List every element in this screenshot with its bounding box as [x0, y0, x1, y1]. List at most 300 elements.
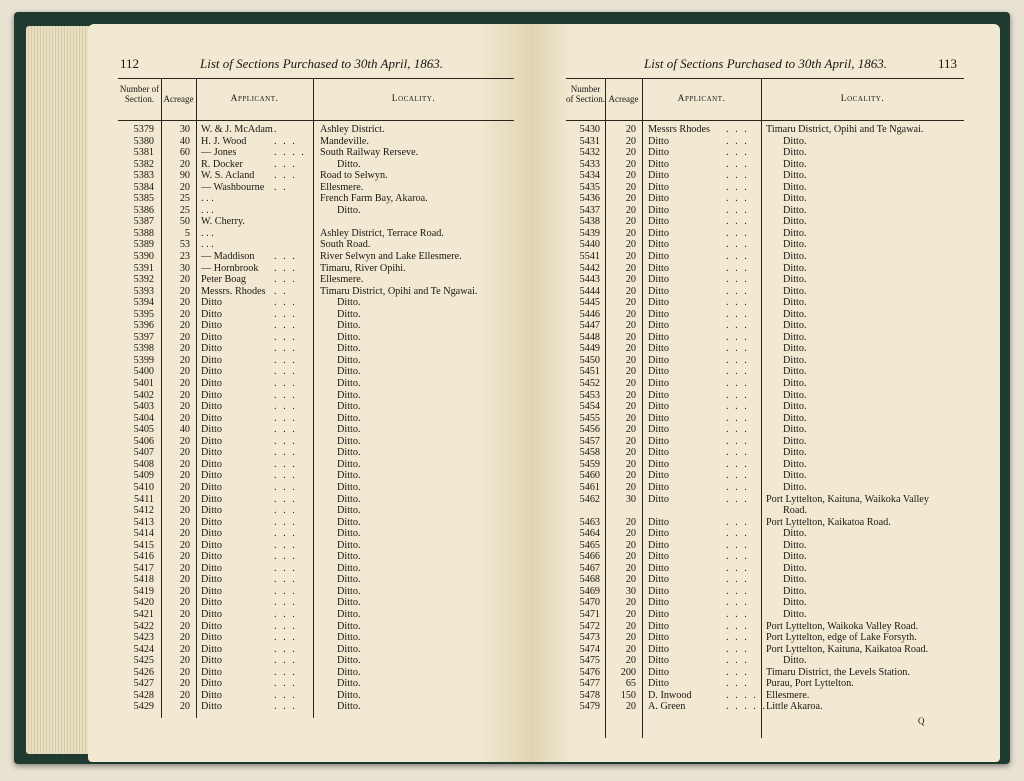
- acreage-value: 20: [625, 562, 636, 574]
- applicant-name: Ditto: [201, 320, 222, 332]
- applicant-name: Ditto: [648, 447, 669, 459]
- acreage-value: 20: [625, 158, 636, 170]
- acreage-value: 20: [179, 481, 190, 493]
- section-number: 5399: [133, 354, 154, 366]
- locality-value: Ditto.: [783, 447, 807, 459]
- applicant-name: Ditto: [201, 585, 222, 597]
- section-number: 5412: [133, 505, 154, 517]
- section-number: 5438: [579, 216, 600, 228]
- locality-value: Ditto.: [783, 401, 807, 413]
- table-row: [88, 436, 530, 448]
- locality-value: Ditto.: [337, 458, 361, 470]
- leader-dots: . . .: [274, 458, 297, 470]
- leader-dots: . . .: [274, 401, 297, 413]
- column-header-number: Number of Section.: [566, 84, 605, 104]
- leader-dots: . . .: [274, 689, 297, 701]
- locality-value: Ditto.: [783, 366, 807, 378]
- locality-value: Ditto.: [783, 297, 807, 309]
- locality-value: Ditto.: [783, 331, 807, 343]
- table-row: [530, 378, 1000, 390]
- section-number: 5430: [579, 124, 600, 135]
- leader-dots: . . .: [726, 447, 749, 459]
- applicant-name: Ditto: [648, 585, 669, 597]
- locality-value: Ditto.: [337, 574, 361, 586]
- acreage-value: 30: [179, 124, 190, 135]
- table-row: [530, 136, 1000, 148]
- section-number: 5408: [133, 458, 154, 470]
- applicant-name: Ditto: [648, 181, 669, 193]
- section-number: 5437: [579, 204, 600, 216]
- locality-value: Timaru District, Opihi and Te Ngawai.: [320, 285, 478, 297]
- acreage-value: 20: [625, 447, 636, 459]
- applicant-name: Ditto: [648, 378, 669, 390]
- acreage-value: 20: [625, 412, 636, 424]
- section-number: 5451: [579, 366, 600, 378]
- section-number: 5450: [579, 354, 600, 366]
- locality-value: Ditto.: [337, 412, 361, 424]
- locality-value: Ditto.: [783, 597, 807, 609]
- section-number: 5389: [133, 239, 154, 251]
- leader-dots: . . .: [726, 597, 749, 609]
- acreage-value: 20: [179, 620, 190, 632]
- section-number: 5427: [133, 678, 154, 690]
- applicant-name: . . .: [201, 239, 214, 251]
- section-number: 5387: [133, 216, 154, 228]
- applicant-name: Ditto: [201, 643, 222, 655]
- locality-value: Ditto.: [783, 216, 807, 228]
- applicant-name: Ditto: [648, 597, 669, 609]
- section-number: 5439: [579, 227, 600, 239]
- table-row: [88, 609, 530, 621]
- locality-continuation: Ditto.: [783, 655, 807, 667]
- section-number: 5461: [579, 481, 600, 493]
- leader-dots: . . .: [274, 620, 297, 632]
- table-row: [88, 124, 530, 136]
- applicant-name: Ditto: [648, 320, 669, 332]
- applicant-name: — Hornbrook: [201, 262, 259, 274]
- section-number: 5479: [579, 701, 600, 713]
- table-row: [530, 274, 1000, 286]
- locality-value: Ditto.: [337, 320, 361, 332]
- section-number: 5384: [133, 181, 154, 193]
- leader-dots: . . .: [726, 470, 749, 482]
- section-number: 5413: [133, 516, 154, 528]
- section-number: 5410: [133, 481, 154, 493]
- acreage-value: 30: [179, 262, 190, 274]
- applicant-name: Ditto: [648, 158, 669, 170]
- acreage-value: 200: [620, 666, 636, 678]
- leader-dots: . . .: [726, 608, 749, 620]
- table-row: [88, 355, 530, 367]
- table-row: [530, 632, 1000, 644]
- locality-value: Ditto.: [337, 562, 361, 574]
- acreage-value: 20: [179, 678, 190, 690]
- locality-value: Ditto.: [783, 458, 807, 470]
- applicant-name: Ditto: [648, 135, 669, 147]
- section-number: 5381: [133, 147, 154, 159]
- table-row: [88, 482, 530, 494]
- table-row: [530, 609, 1000, 621]
- acreage-value: 20: [625, 539, 636, 551]
- applicant-name: Ditto: [648, 574, 669, 586]
- leader-dots: . . .: [726, 643, 749, 655]
- applicant-name: Ditto: [648, 458, 669, 470]
- acreage-value: 20: [179, 643, 190, 655]
- applicant-name: Ditto: [648, 401, 669, 413]
- section-number: 5426: [133, 666, 154, 678]
- table-row: [530, 228, 1000, 240]
- page-stack-edge: [26, 26, 96, 754]
- column-header-rule: [118, 120, 514, 121]
- acreage-value: 20: [625, 643, 636, 655]
- leader-dots: . . .: [726, 170, 749, 182]
- applicant-name: Ditto: [648, 643, 669, 655]
- acreage-value: 20: [179, 608, 190, 620]
- acreage-value: 20: [625, 401, 636, 413]
- header-rule: [566, 78, 964, 79]
- table-row: [88, 678, 530, 690]
- applicant-name: Ditto: [648, 147, 669, 159]
- applicant-name: A. Green: [648, 701, 686, 713]
- acreage-value: 20: [625, 528, 636, 540]
- applicant-name: Ditto: [648, 285, 669, 297]
- table-row: [88, 540, 530, 552]
- table-row: [88, 216, 530, 228]
- locality-value: Ditto.: [783, 158, 807, 170]
- leader-dots: . . .: [726, 389, 749, 401]
- leader-dots: . . .: [274, 516, 297, 528]
- acreage-value: 25: [179, 204, 190, 216]
- acreage-value: 20: [625, 297, 636, 309]
- locality-value: Ellesmere.: [320, 274, 364, 286]
- locality-value: Ditto.: [337, 331, 361, 343]
- applicant-name: Peter Boag: [201, 274, 246, 286]
- section-number: 5467: [579, 562, 600, 574]
- section-number: 5432: [579, 147, 600, 159]
- acreage-value: 20: [179, 632, 190, 644]
- table-row: [88, 170, 530, 182]
- table-row: [88, 147, 530, 159]
- acreage-value: 20: [625, 170, 636, 182]
- leader-dots: . . .: [726, 678, 749, 690]
- table-row-continuation: [530, 505, 1000, 517]
- leader-dots: . . .: [726, 493, 749, 505]
- acreage-value: 20: [179, 585, 190, 597]
- applicant-name: Ditto: [648, 562, 669, 574]
- table-row: [88, 424, 530, 436]
- section-number: 5444: [579, 285, 600, 297]
- locality-value: Ditto.: [783, 135, 807, 147]
- sections-table: [88, 124, 530, 713]
- leader-dots: . . .: [274, 170, 297, 182]
- locality-value: Ditto.: [337, 366, 361, 378]
- leader-dots: . . .: [274, 608, 297, 620]
- table-row: [530, 413, 1000, 425]
- leader-dots: . . .: [726, 204, 749, 216]
- table-row: [530, 216, 1000, 228]
- leader-dots: . . .: [726, 481, 749, 493]
- acreage-value: 20: [179, 412, 190, 424]
- section-number: 5429: [133, 701, 154, 713]
- locality-value: Ditto.: [337, 481, 361, 493]
- applicant-name: — Washbourne: [201, 181, 265, 193]
- leader-dots: . . .: [274, 539, 297, 551]
- leader-dots: . . .: [274, 574, 297, 586]
- table-row: [88, 343, 530, 355]
- leader-dots: . . .: [726, 378, 749, 390]
- leader-dots: . . .: [274, 493, 297, 505]
- applicant-name: Ditto: [201, 689, 222, 701]
- table-row: [530, 678, 1000, 690]
- leader-dots: . . .: [274, 655, 297, 667]
- table-row: [88, 239, 530, 251]
- locality-value: Ditto.: [337, 493, 361, 505]
- leader-dots: . . .: [274, 481, 297, 493]
- applicant-name: . . .: [201, 193, 214, 205]
- table-row: [88, 297, 530, 309]
- table-row: [530, 563, 1000, 575]
- applicant-name: Ditto: [648, 193, 669, 205]
- acreage-value: 20: [625, 285, 636, 297]
- acreage-value: 20: [625, 147, 636, 159]
- leader-dots: . . .: [274, 135, 297, 147]
- locality-value: Ashley District.: [320, 124, 385, 135]
- leader-dots: . . .: [726, 239, 749, 251]
- table-row: [530, 170, 1000, 182]
- table-row: [530, 332, 1000, 344]
- table-row: [530, 690, 1000, 702]
- section-number: 5419: [133, 585, 154, 597]
- section-number: 5476: [579, 666, 600, 678]
- leader-dots: . . .: [274, 562, 297, 574]
- locality-value: Ditto.: [337, 308, 361, 320]
- acreage-value: 20: [625, 389, 636, 401]
- locality-value: Ditto.: [337, 620, 361, 632]
- leader-dots: . . .: [274, 308, 297, 320]
- applicant-name: Ditto: [201, 389, 222, 401]
- leader-dots: . . .: [274, 366, 297, 378]
- section-number: 5416: [133, 551, 154, 563]
- leader-dots: . . .: [274, 251, 297, 263]
- table-row: [88, 263, 530, 275]
- table-row: [530, 459, 1000, 471]
- page-header-title: List of Sections Purchased to 30th April, 1863.: [644, 56, 888, 71]
- section-number: 5388: [133, 227, 154, 239]
- section-number: 5541: [579, 251, 600, 263]
- acreage-value: 65: [625, 678, 636, 690]
- section-number: 5421: [133, 608, 154, 620]
- locality-value: Ditto.: [783, 227, 807, 239]
- acreage-value: 20: [625, 378, 636, 390]
- applicant-name: Ditto: [201, 701, 222, 713]
- acreage-value: 40: [179, 424, 190, 436]
- acreage-value: 50: [179, 216, 190, 228]
- acreage-value: 20: [179, 285, 190, 297]
- section-number: 5468: [579, 574, 600, 586]
- applicant-name: . . .: [201, 227, 214, 239]
- section-number: 5469: [579, 585, 600, 597]
- locality-value: Ditto.: [337, 597, 361, 609]
- section-number: 5418: [133, 574, 154, 586]
- section-number: 5465: [579, 539, 600, 551]
- applicant-name: Ditto: [648, 666, 669, 678]
- locality-value: Ditto.: [783, 262, 807, 274]
- acreage-value: 20: [179, 528, 190, 540]
- table-row: [88, 390, 530, 402]
- locality-value: Ditto.: [337, 701, 361, 713]
- leader-dots: . . .: [726, 181, 749, 193]
- leader-dots: . . .: [726, 516, 749, 528]
- applicant-name: — Maddison: [201, 251, 255, 263]
- table-row: [530, 297, 1000, 309]
- table-row: [530, 551, 1000, 563]
- section-number: 5474: [579, 643, 600, 655]
- applicant-name: Ditto: [648, 470, 669, 482]
- acreage-value: 150: [620, 689, 636, 701]
- section-number: 5391: [133, 262, 154, 274]
- locality-value: Ditto.: [783, 378, 807, 390]
- leader-dots: . .: [274, 181, 288, 193]
- locality-value: South Road.: [320, 239, 371, 251]
- leader-dots: . . . .: [274, 147, 306, 159]
- table-row: [88, 251, 530, 263]
- locality-value: Ditto.: [337, 470, 361, 482]
- table-row: [530, 193, 1000, 205]
- table-row: [530, 205, 1000, 217]
- locality-value: Ditto.: [783, 239, 807, 251]
- table-row: [88, 447, 530, 459]
- table-row: [530, 470, 1000, 482]
- leader-dots: . . .: [726, 285, 749, 297]
- locality-value: Ditto.: [783, 585, 807, 597]
- acreage-value: 20: [179, 435, 190, 447]
- applicant-name: Ditto: [648, 274, 669, 286]
- column-header-locality: Locality.: [391, 94, 436, 104]
- leader-dots: . . .: [726, 666, 749, 678]
- section-number: 5470: [579, 597, 600, 609]
- right-page: [530, 24, 1000, 762]
- section-number: 5423: [133, 632, 154, 644]
- acreage-value: 20: [179, 354, 190, 366]
- applicant-name: Ditto: [201, 655, 222, 667]
- acreage-value: 20: [625, 227, 636, 239]
- table-row: [530, 517, 1000, 529]
- locality-value: Ditto.: [783, 285, 807, 297]
- acreage-value: 20: [625, 239, 636, 251]
- locality-continuation: Road.: [783, 505, 808, 517]
- table-row: [530, 239, 1000, 251]
- table-row: [88, 505, 530, 517]
- section-number: 5379: [133, 124, 154, 135]
- table-row: [88, 332, 530, 344]
- leader-dots: . . .: [274, 331, 297, 343]
- applicant-name: Ditto: [648, 678, 669, 690]
- applicant-name: — Jones: [201, 147, 237, 159]
- applicant-name: R. Docker: [201, 158, 243, 170]
- acreage-value: 20: [179, 562, 190, 574]
- locality-value: Ditto.: [783, 251, 807, 263]
- table-row: [530, 286, 1000, 298]
- acreage-value: 20: [179, 516, 190, 528]
- acreage-value: 40: [179, 135, 190, 147]
- section-number: 5382: [133, 158, 154, 170]
- acreage-value: 20: [179, 331, 190, 343]
- applicant-name: Ditto: [648, 297, 669, 309]
- applicant-name: Ditto: [201, 505, 222, 517]
- table-row: [88, 205, 530, 217]
- table-row: [88, 632, 530, 644]
- signature-mark: Q: [918, 716, 925, 726]
- leader-dots: . . .: [274, 551, 297, 563]
- applicant-name: Ditto: [201, 528, 222, 540]
- applicant-name: Ditto: [648, 239, 669, 251]
- section-number: 5463: [579, 516, 600, 528]
- table-row: [530, 540, 1000, 552]
- locality-value: Ditto.: [337, 343, 361, 355]
- locality-value: Ditto.: [337, 401, 361, 413]
- column-header-applicant: Applicant.: [230, 94, 279, 104]
- acreage-value: 20: [625, 124, 636, 135]
- section-number: 5396: [133, 320, 154, 332]
- applicant-name: Ditto: [201, 412, 222, 424]
- leader-dots: . . .: [726, 539, 749, 551]
- leader-dots: . . .: [726, 424, 749, 436]
- applicant-name: Ditto: [648, 539, 669, 551]
- leader-dots: . . .: [274, 378, 297, 390]
- table-row: [88, 621, 530, 633]
- table-row: [88, 459, 530, 471]
- acreage-value: 20: [179, 655, 190, 667]
- acreage-value: 20: [179, 551, 190, 563]
- applicant-name: Ditto: [648, 389, 669, 401]
- table-row: [530, 436, 1000, 448]
- leader-dots: . . .: [274, 632, 297, 644]
- section-number: 5447: [579, 320, 600, 332]
- section-number: 5464: [579, 528, 600, 540]
- table-row: [88, 597, 530, 609]
- table-row: [88, 494, 530, 506]
- leader-dots: . . .: [726, 331, 749, 343]
- applicant-name: Ditto: [201, 424, 222, 436]
- column-header-rule: [566, 120, 964, 121]
- table-row: [88, 401, 530, 413]
- locality-value: Little Akaroa.: [766, 701, 823, 713]
- applicant-name: Ditto: [201, 458, 222, 470]
- table-row: [88, 528, 530, 540]
- acreage-value: 20: [179, 389, 190, 401]
- applicant-name: Ditto: [201, 470, 222, 482]
- locality-value: Ditto.: [337, 632, 361, 644]
- leader-dots: . . .: [726, 585, 749, 597]
- section-number: 5401: [133, 378, 154, 390]
- locality-value: Ditto.: [783, 412, 807, 424]
- leader-dots: . . .: [726, 401, 749, 413]
- locality-value: Ditto.: [337, 643, 361, 655]
- locality-value: Ditto.: [337, 297, 361, 309]
- locality-value: Port Lyttelton, Kaikatoa Road.: [766, 516, 891, 528]
- locality-value: Ditto.: [783, 470, 807, 482]
- acreage-value: 20: [179, 539, 190, 551]
- leader-dots: . . .: [274, 320, 297, 332]
- table-row: [88, 586, 530, 598]
- locality-value: Ditto.: [337, 608, 361, 620]
- locality-value: Ditto.: [337, 389, 361, 401]
- section-number: 5386: [133, 204, 154, 216]
- applicant-name: Ditto: [201, 308, 222, 320]
- section-number: 5472: [579, 620, 600, 632]
- acreage-value: 20: [625, 574, 636, 586]
- acreage-value: 20: [179, 689, 190, 701]
